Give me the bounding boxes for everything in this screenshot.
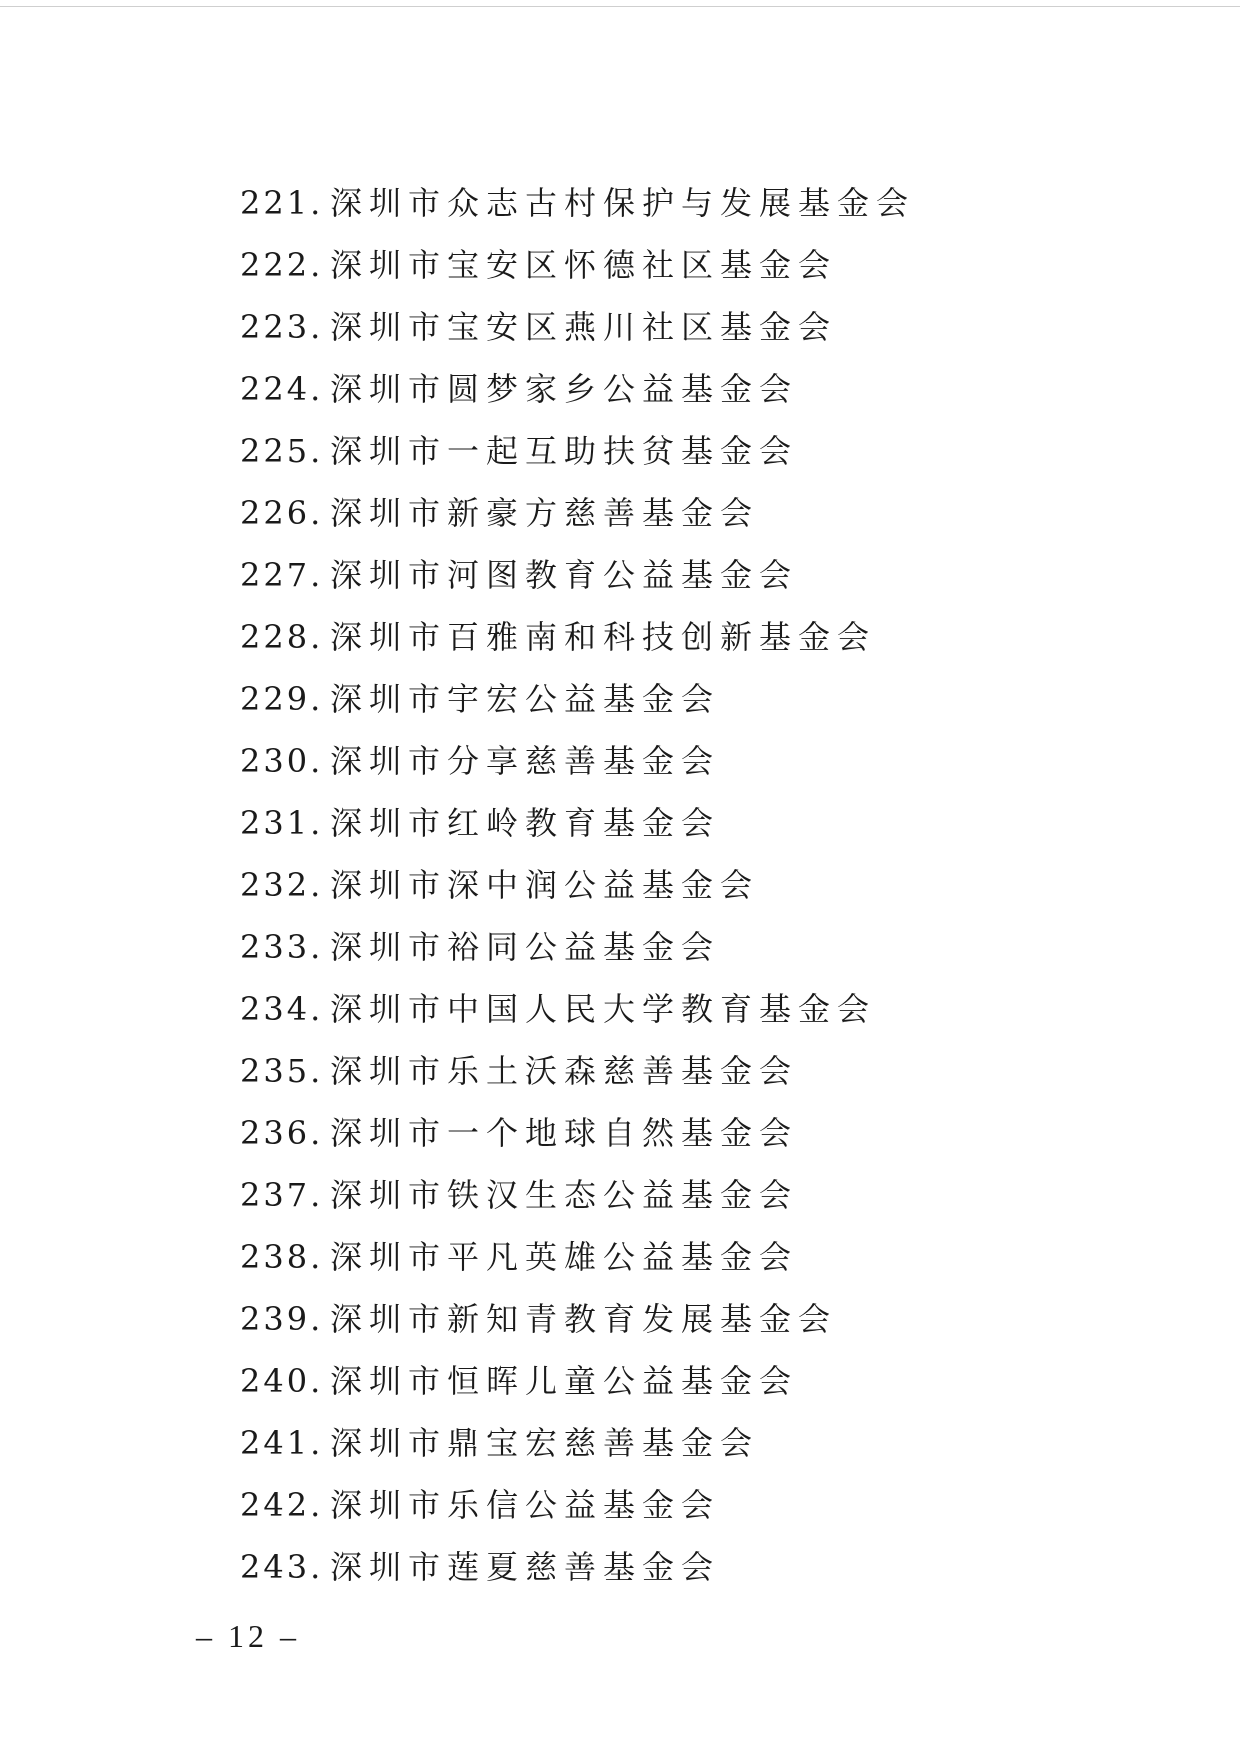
list-item [240, 1412, 1140, 1474]
entry-number: 237. [240, 1176, 324, 1214]
list-item [240, 358, 1140, 420]
list-item [240, 606, 1140, 668]
entry-number: 223. [240, 308, 324, 346]
entry-name: 深圳市一个地球自然基金会 [330, 1114, 799, 1152]
entry-name: 深圳市恒晖儿童公益基金会 [330, 1362, 799, 1400]
entry-name: 深圳市乐土沃森慈善基金会 [330, 1052, 799, 1090]
entry-number: 230. [240, 742, 324, 780]
entry-name: 深圳市宝安区怀德社区基金会 [330, 246, 838, 284]
entry-name: 深圳市深中润公益基金会 [330, 866, 760, 904]
list-item [240, 1536, 1140, 1598]
entry-number: 227. [240, 556, 324, 594]
list-item [240, 854, 1140, 916]
list-item [240, 668, 1140, 730]
entry-name: 深圳市莲夏慈善基金会 [330, 1548, 721, 1586]
entry-name: 深圳市一起互助扶贫基金会 [330, 432, 799, 470]
entry-number: 229. [240, 680, 324, 718]
entry-name: 深圳市红岭教育基金会 [330, 804, 721, 842]
entry-number: 235. [240, 1052, 324, 1090]
entry-name: 深圳市中国人民大学教育基金会 [330, 990, 877, 1028]
entry-name: 深圳市平凡英雄公益基金会 [330, 1238, 799, 1276]
entry-number: 224. [240, 370, 324, 408]
entry-number: 242. [240, 1486, 324, 1524]
list-item [240, 172, 1140, 234]
entry-name: 深圳市河图教育公益基金会 [330, 556, 799, 594]
entry-number: 225. [240, 432, 324, 470]
entry-name: 深圳市圆梦家乡公益基金会 [330, 370, 799, 408]
list-item [240, 916, 1140, 978]
entry-number: 226. [240, 494, 324, 532]
scan-edge-line [0, 6, 1240, 7]
list-item [240, 1164, 1140, 1226]
list-item [240, 1350, 1140, 1412]
list-item [240, 1040, 1140, 1102]
entry-number: 222. [240, 246, 324, 284]
entry-name: 深圳市百雅南和科技创新基金会 [330, 618, 877, 656]
entry-name: 深圳市裕同公益基金会 [330, 928, 721, 966]
entry-number: 234. [240, 990, 324, 1028]
entry-name: 深圳市分享慈善基金会 [330, 742, 721, 780]
entry-number: 238. [240, 1238, 324, 1276]
list-item [240, 1474, 1140, 1536]
entry-number: 240. [240, 1362, 324, 1400]
entry-number: 239. [240, 1300, 324, 1338]
entry-name: 深圳市乐信公益基金会 [330, 1486, 721, 1524]
list-item [240, 1102, 1140, 1164]
entry-name: 深圳市新豪方慈善基金会 [330, 494, 760, 532]
entry-number: 232. [240, 866, 324, 904]
list-item [240, 544, 1140, 606]
entry-number: 241. [240, 1424, 324, 1462]
list-item [240, 420, 1140, 482]
page-number: – 12 – [196, 1618, 300, 1654]
entry-name: 深圳市鼎宝宏慈善基金会 [330, 1424, 760, 1462]
foundation-list [240, 172, 1140, 1598]
list-item [240, 234, 1140, 296]
entry-number: 221. [240, 184, 324, 222]
list-item [240, 482, 1140, 544]
entry-number: 233. [240, 928, 324, 966]
entry-name: 深圳市众志古村保护与发展基金会 [330, 184, 916, 222]
list-item [240, 1226, 1140, 1288]
list-item [240, 1288, 1140, 1350]
list-item [240, 792, 1140, 854]
entry-name: 深圳市铁汉生态公益基金会 [330, 1176, 799, 1214]
entry-number: 243. [240, 1548, 324, 1586]
entry-name: 深圳市新知青教育发展基金会 [330, 1300, 838, 1338]
entry-number: 228. [240, 618, 324, 656]
entry-name: 深圳市宇宏公益基金会 [330, 680, 721, 718]
list-item [240, 296, 1140, 358]
list-item [240, 730, 1140, 792]
entry-number: 231. [240, 804, 324, 842]
entry-number: 236. [240, 1114, 324, 1152]
entry-name: 深圳市宝安区燕川社区基金会 [330, 308, 838, 346]
list-item [240, 978, 1140, 1040]
